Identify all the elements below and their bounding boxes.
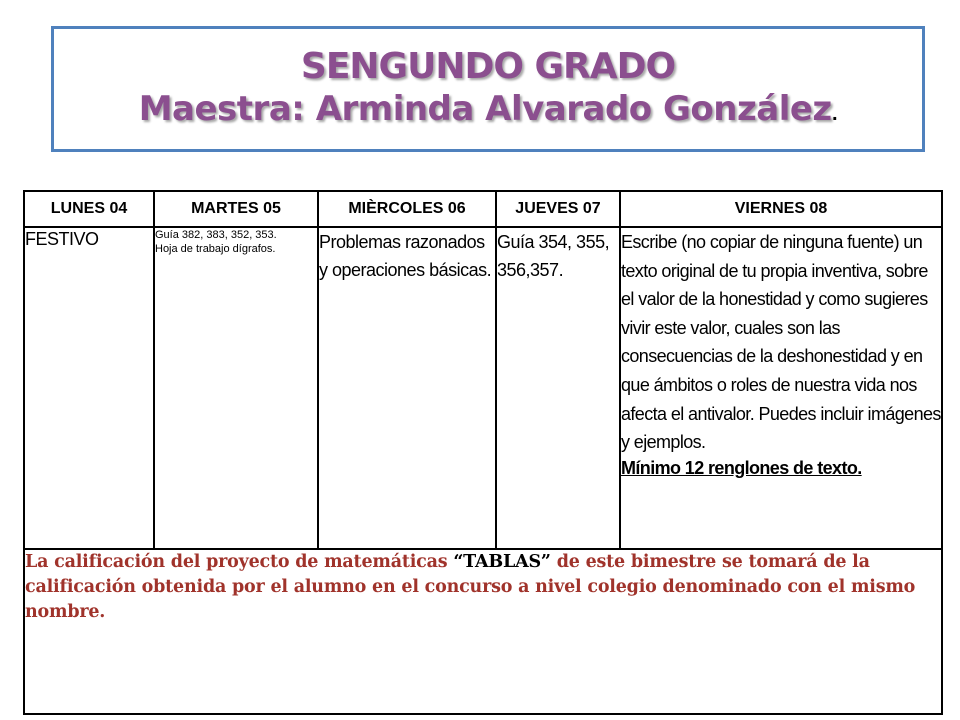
- teacher-title-dot: .: [831, 105, 838, 124]
- weekly-schedule-table: [23, 190, 943, 715]
- day-header-jueves: JUEVES 07: [496, 191, 620, 227]
- title-banner: [51, 26, 925, 152]
- task-miercoles: Problemas razonados y operaciones básicas.: [318, 227, 496, 549]
- task-jueves: Guía 354, 355, 356,357.: [496, 227, 620, 549]
- task-martes-guide: Guía 382, 383, 352, 353.: [155, 229, 277, 241]
- math-project-note: [24, 549, 942, 714]
- task-viernes-text: Escribe (no copiar de ninguna fuente) un texto original de tu propia inventiva, sobre el valor de la honestidad y como sugieres vivir este valor, cuales son las consecuencias de la deshonestidad y en que ámbitos o roles de nuestra vida nos afecta el antivalor. Puedes incluir imágenes y ejemplos.: [621, 232, 941, 453]
- task-lunes: FESTIVO: [24, 227, 154, 549]
- tasks-row: [24, 227, 942, 549]
- day-header-viernes: VIERNES 08: [620, 191, 942, 227]
- note-text-end: de este bimestre se tomará de la calificación obtenida por el alumno en el concurso a nivel colegio denominado con el mismo nombre.: [25, 552, 916, 622]
- note-row: [24, 549, 942, 714]
- teacher-title: [54, 89, 922, 135]
- task-martes-worksheet: Hoja de trabajo dígrafos.: [155, 243, 276, 255]
- day-header-martes: MARTES 05: [154, 191, 318, 227]
- task-viernes: [620, 227, 942, 549]
- teacher-name: Maestra: Arminda Alvarado González: [138, 89, 832, 129]
- day-header-lunes: LUNES 04: [24, 191, 154, 227]
- note-text-start: La calificación del proyecto de matemáticas: [25, 552, 454, 572]
- task-martes: [154, 227, 318, 549]
- table-header-row: [24, 191, 942, 227]
- task-viernes-requirement: Mínimo 12 renglones de texto.: [621, 457, 862, 478]
- note-project-name: “TABLAS”: [453, 552, 551, 572]
- grade-title: SENGUNDO GRADO: [300, 46, 676, 87]
- day-header-miercoles: MIÈRCOLES 06: [318, 191, 496, 227]
